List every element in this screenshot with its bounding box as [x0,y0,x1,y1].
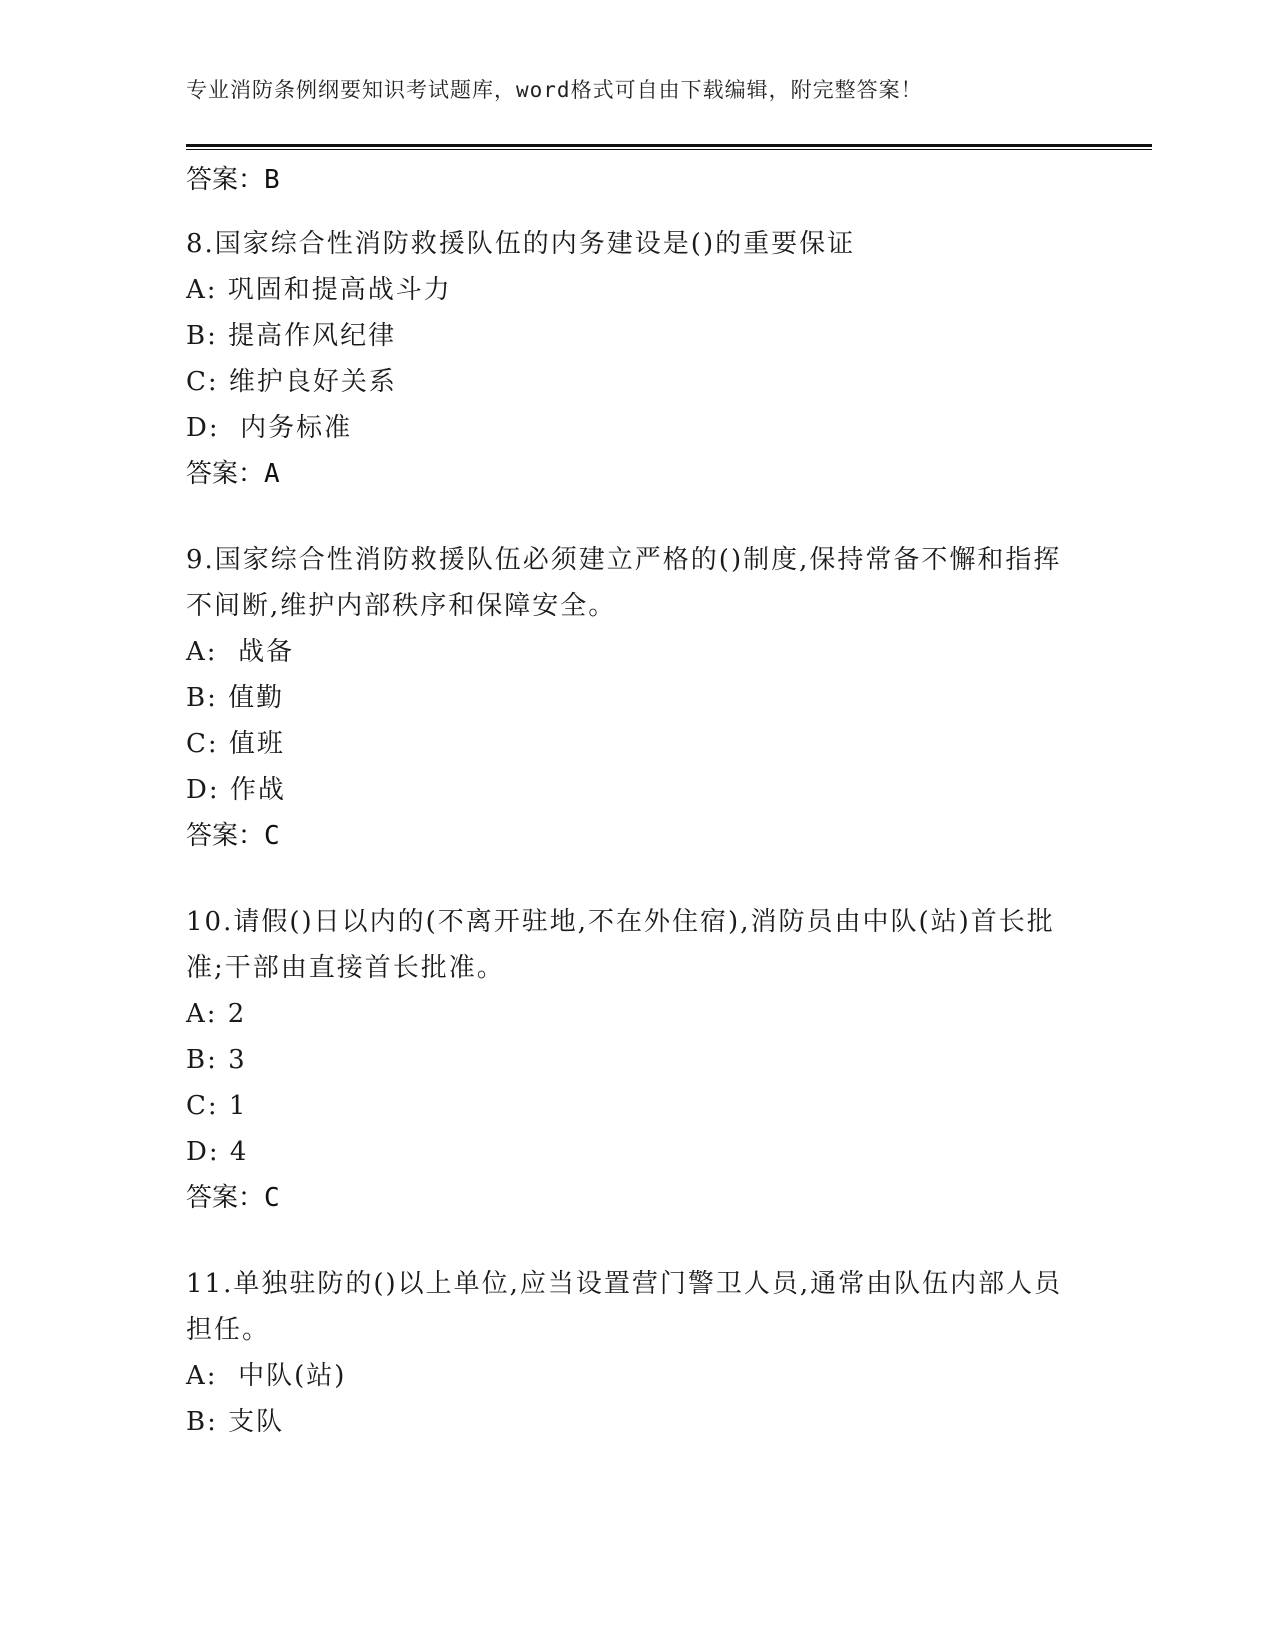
option-b: B: 支队 [186,1407,285,1437]
question-stem: 8.国家综合性消防救援队伍的内务建设是()的重要保证 [186,229,856,259]
question-11 [186,1261,1086,1445]
question-8 [186,221,1086,497]
option-c: C: 维护良好关系 [186,367,397,397]
question-list [186,157,1086,1445]
option-d: D: 作战 [186,775,286,805]
header-rule-thick [186,144,1152,147]
option-c: C: 1 [186,1091,248,1121]
option-b: B: 值勤 [186,683,285,713]
question-stem: 11.单独驻防的()以上单位,应当设置营门警卫人员,通常由队伍内部人员担任。 [186,1269,1063,1345]
option-c: C: 值班 [186,729,285,759]
answer: 答案：C [186,821,280,851]
option-a: A: 中队(站) [186,1361,347,1391]
option-a: A: 巩固和提高战斗力 [186,275,452,305]
previous-answer: 答案：B [186,165,280,195]
option-d: D: 4 [186,1137,249,1167]
option-a: A: 2 [186,999,247,1029]
answer: 答案：C [186,1183,280,1213]
question-stem: 9.国家综合性消防救援队伍必须建立严格的()制度,保持常备不懈和指挥不间断,维护内部秩序和保障安全。 [186,545,1062,621]
option-d: D: 内务标准 [186,413,353,443]
question-10 [186,899,1086,1221]
option-b: B: 3 [186,1045,247,1075]
page-header: 专业消防条例纲要知识考试题库，word格式可自由下载编辑，附完整答案！ [186,78,923,102]
header-rule-thin [186,149,1152,150]
question-stem: 10.请假()日以内的(不离开驻地,不在外住宿),消防员由中队(站)首长批准;干部由直接首长批准。 [186,907,1055,983]
answer: 答案：A [186,459,280,489]
option-a: A: 战备 [186,637,295,667]
question-9 [186,537,1086,859]
option-b: B: 提高作风纪律 [186,321,397,351]
